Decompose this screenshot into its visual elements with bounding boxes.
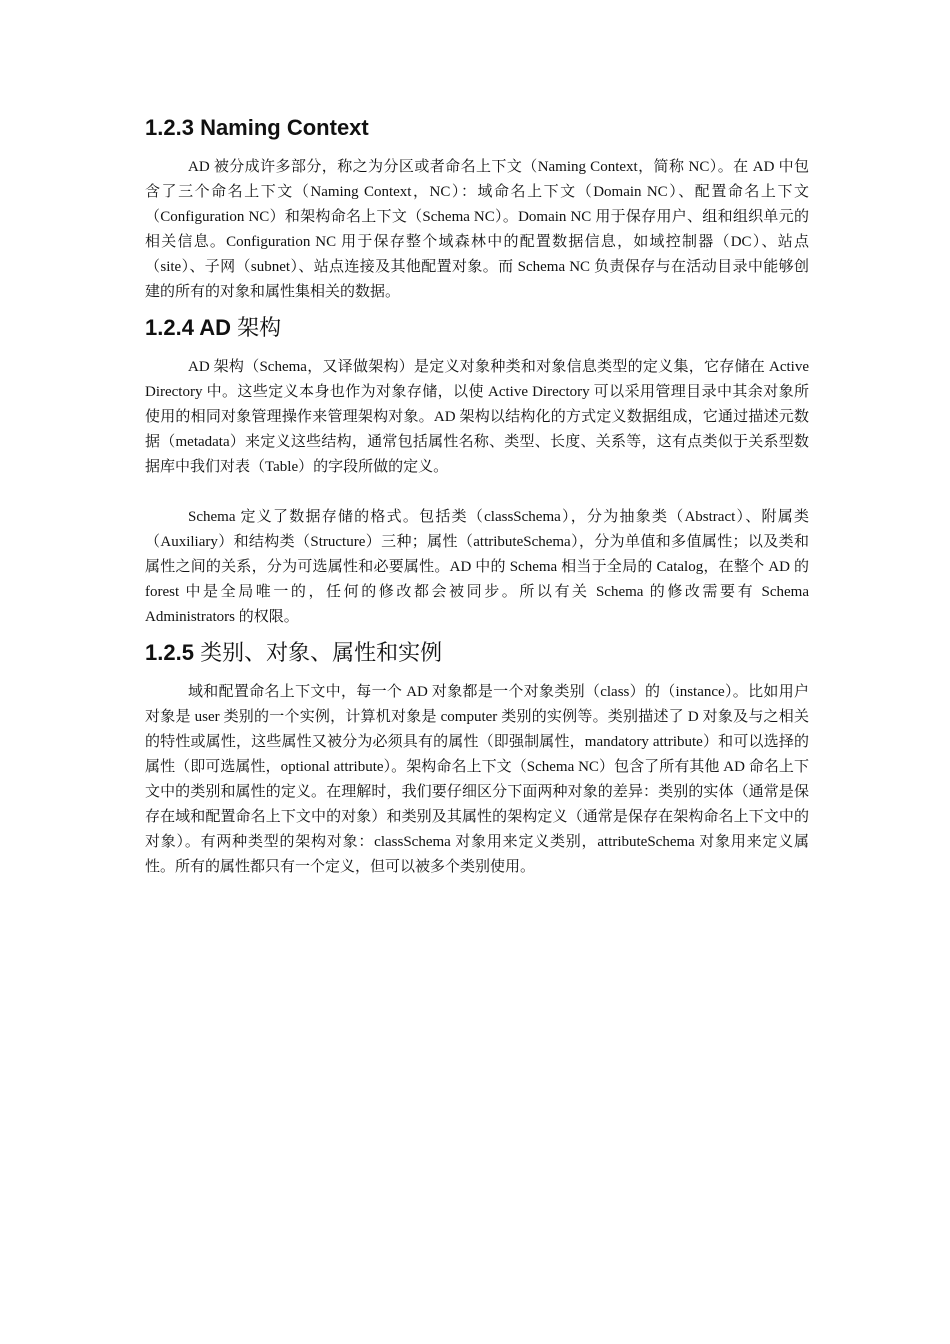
section-number: 1.2.4 [145, 315, 194, 340]
section-title: Naming Context [200, 115, 369, 140]
section-title-cjk: 类别、对象、属性和实例 [200, 640, 443, 665]
document-page [145, 113, 809, 886]
paragraph: AD 被分成许多部分，称之为分区或者命名上下文（Naming Context，简称 NC）。在 AD 中包含了三个命名上下文（Naming Context，NC）：域命名上下文（Domain NC）、配置命名上下文（Configuration NC）和架构命名上下文（Schema NC）。Domain NC 用于保存用户、组和组织单元的相关信息。Configuration NC 用于保存整个域森林中的配置数据信息，如域控制器（DC）、站点（site）、子网（subnet）、站点连接及其他配置对象。而 Schema NC 负责保存与在活动目录中能够创建的所有的对象和属性集相关的数据。 [145, 159, 809, 300]
section-heading [145, 113, 809, 143]
section-heading [145, 313, 809, 343]
section-title-latin: AD [199, 315, 232, 340]
section-heading [145, 638, 809, 668]
section-naming-context [145, 113, 809, 305]
paragraph: 域和配置命名上下文中，每一个 AD 对象都是一个对象类别（class）的（instance）。比如用户对象是 user 类别的一个实例，计算机对象是 computer 类别的实例等。类别描述了 D 对象及与之相关的特性或属性，这些属性又被分为必须具有的属性（即强制属性，mandatory attribute）和可以选择的属性（即可选属性，optional attribute）。架构命名上下文（Schema NC）包含了所有其他 AD 命名上下文中的类别和属性的定义。在理解时，我们要仔细区分下面两种对象的差异：类别的实体（通常是保存在域和配置命名上下文中的对象）和类别及其属性的架构定义（通常是保存在架构命名上下文中的对象）。有两种类型的架构对象：classSchema 对象用来定义类别，attributeSchema 对象用来定义属性。所有的属性都只有一个定义，但可以被多个类别使用。 [145, 684, 809, 875]
paragraph: Schema 定义了数据存储的格式。包括类（classSchema），分为抽象类（Abstract）、附属类（Auxiliary）和结构类（Structure）三种；属性（attributeSchema），分为单值和多值属性；以及类和属性之间的关系，分为可选属性和必要属性。AD 中的 Schema 相当于全局的 Catalog，在整个 AD 的 forest 中是全局唯一的，任何的修改都会被同步。所以有关 Schema 的修改需要有 Schema Administrators 的权限。 [145, 509, 809, 625]
section-number: 1.2.5 [145, 640, 194, 665]
paragraph: AD 架构（Schema，又译做架构）是定义对象种类和对象信息类型的定义集，它存储在 Active Directory 中。这些定义本身也作为对象存储，以使 Active Directory 可以采用管理目录中其余对象所使用的相同对象管理操作来管理架构对象。AD 架构以结构化的方式定义数据组成，它通过描述元数据（metadata）来定义这些结构，通常包括属性名称、类型、长度、关系等，这有点类似于关系型数据库中我们对表（Table）的字段所做的定义。 [145, 359, 809, 475]
section-number: 1.2.3 [145, 115, 194, 140]
section-class-object-attribute [145, 638, 809, 880]
section-ad-schema [145, 313, 809, 630]
section-title-cjk: 架构 [237, 315, 282, 340]
